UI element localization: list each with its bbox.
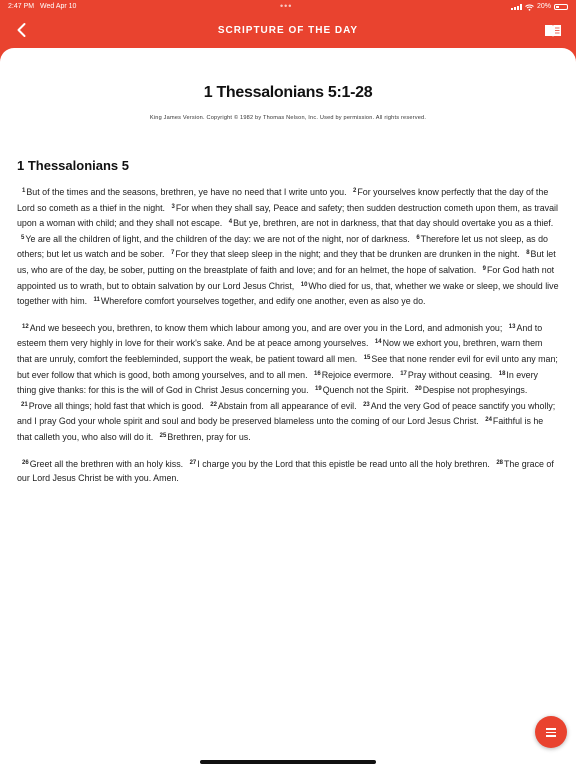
verse-number: 28 (496, 459, 503, 466)
verse-text: For God hath not appointed us to wrath, but to obtain salvation by our Lord Jesus Christ, (17, 264, 555, 291)
verse-number: 9 (482, 265, 486, 272)
copyright-notice: King James Version. Copyright © 1982 by Thomas Nelson, Inc. Used by permission. All rights reserved. (149, 115, 427, 121)
verse-text: For they that sleep sleep in the night; and they that be drunken are drunken in the night. (175, 249, 520, 260)
verse-text: Greet all the brethren with an holy kiss. (29, 458, 184, 469)
verse-number: 14 (374, 339, 382, 346)
verse (310, 370, 394, 380)
verse-number: 12 (22, 323, 29, 330)
verse-number: 21 (21, 401, 28, 408)
verse-number: 22 (210, 401, 217, 408)
verse-text: But of the times and the seasons, brethren, ye have no need that I write unto you. (26, 187, 347, 197)
scripture-paragraph (17, 456, 559, 486)
verse-text: In every thing give thanks: for this is the will of God in Christ Jesus concerning you. (17, 369, 538, 396)
verse-text: Therefore let us not sleep, as do others; but let us watch and be sober. (17, 233, 548, 260)
verse-text: Faithful is he that calleth you, who also will do it. (17, 416, 544, 442)
verse-number: 13 (508, 323, 516, 330)
cellular-signal-icon (511, 4, 522, 10)
verse-number: 26 (22, 459, 29, 466)
verse-number: 10 (300, 281, 308, 288)
book-icon[interactable] (544, 23, 562, 39)
battery-icon (554, 4, 568, 10)
status-date: Wed Apr 10 (40, 3, 77, 10)
verse-number: 27 (189, 459, 197, 466)
verse-number: 23 (363, 401, 370, 408)
verse-number: 8 (526, 250, 530, 257)
verse-number: 2 (353, 188, 357, 194)
verse (17, 234, 410, 244)
scripture-paragraph (17, 320, 559, 445)
verse-text: Wherefore comfort yourselves together, and edify one another, even as also ye do. (100, 296, 426, 307)
verse-text: And to esteem them very highly in love for their work's sake. And be at peace among yourselves. (17, 322, 543, 349)
verse (17, 323, 502, 333)
verse (156, 432, 251, 442)
verse-number: 1 (22, 188, 26, 194)
verse-text: Ye are all the children of light, and the children of the day: we are not of the night, nor of darkness. (25, 233, 410, 244)
content-sheet (0, 48, 576, 768)
verse-text: And we beseech you, brethren, to know them which labour among you, and are over you in the Lord, and admonish you; (29, 322, 503, 333)
verse-text: Quench not the Spirit. (322, 385, 409, 396)
status-bar (0, 0, 576, 14)
verse (17, 459, 183, 469)
verse-number: 24 (485, 417, 492, 424)
scripture-paragraph (17, 184, 559, 309)
verse-text: Prove all things; hold fast that which is good. (28, 400, 204, 411)
nav-title: SCRIPTURE OF THE DAY (217, 25, 359, 36)
verse (411, 385, 527, 395)
home-indicator[interactable] (200, 760, 376, 764)
verse-number: 16 (314, 370, 321, 377)
verse-number: 5 (21, 234, 25, 241)
verse-text: For yourselves know perfectly that the day of the Lord so cometh as a thief in the night. (17, 187, 549, 213)
scripture-text (17, 184, 559, 497)
verse (186, 459, 490, 469)
verse-text: The grace of our Lord Jesus Christ be with you. Amen. (17, 458, 554, 484)
verse-number: 19 (315, 386, 322, 393)
verse-number: 15 (363, 354, 371, 361)
status-time: 2:47 PM (8, 3, 35, 10)
verse-text: But ye, brethren, are not in darkness, that that day should overtake you as a thief. (233, 218, 554, 229)
verse-number: 4 (228, 219, 233, 226)
verse-number: 11 (93, 297, 100, 304)
verse (206, 401, 356, 411)
menu-button[interactable] (535, 716, 567, 748)
verse-text: Brethren, pray for us. (167, 431, 251, 442)
verse (167, 249, 520, 259)
verse-text: Now we exhort you, brethren, warn them that are unruly, comfort the feebleminded, support the weak, be patient toward all men. (17, 338, 543, 364)
verse-text: And the very God of peace sanctify you wholly; and I pray God your whole spirit and soul and body be preserved blameless unto the coming of our Lord Jesus Christ. (17, 400, 556, 427)
verse (225, 218, 554, 228)
wifi-icon (525, 4, 534, 11)
verse-text: See that none render evil for evil unto any man; but ever follow that which is good, both among yourselves, and to all men. (17, 353, 558, 380)
multitasking-dots-icon[interactable]: ••• (280, 1, 293, 11)
verse-number: 3 (171, 203, 175, 210)
verse-text: Despise not prophesyings. (422, 385, 528, 396)
verse-text: I charge you by the Lord that this epistle be read unto all the holy brethren. (197, 458, 490, 469)
verse-text: Rejoice evermore. (321, 369, 394, 380)
verse-number: 25 (159, 432, 167, 439)
verse (90, 296, 426, 306)
chapter-heading: 1 Thessalonians 5 (17, 158, 129, 173)
verse-number: 17 (400, 370, 407, 377)
verse-text: Pray without ceasing. (407, 369, 493, 380)
verse-text: Who died for us, that, whether we wake or sleep, we should live together with him. (17, 280, 559, 307)
verse (17, 401, 204, 411)
verse-number: 6 (416, 234, 420, 241)
verse-number: 20 (415, 386, 422, 393)
verse (311, 385, 409, 395)
battery-percentage: 20% (536, 3, 551, 10)
nav-bar (0, 14, 576, 48)
status-indicators (511, 0, 568, 14)
scripture-reference: 1 Thessalonians 5:1-28 (203, 84, 373, 101)
verse-text: But let us, who are of the day, be sober, putting on the breastplate of faith and love; and for an helmet, the hope of salvation. (17, 249, 556, 275)
verse (17, 187, 347, 197)
verse (396, 370, 492, 380)
verse-number: 7 (171, 250, 175, 257)
menu-icon (546, 728, 556, 730)
verse-number: 18 (498, 370, 506, 377)
verse-text: Abstain from all appearance of evil. (217, 400, 357, 411)
verse-text: For when they shall say, Peace and safety; then sudden destruction cometh upon them, as travail upon a woman with child; and they shall not escape. (17, 202, 558, 229)
